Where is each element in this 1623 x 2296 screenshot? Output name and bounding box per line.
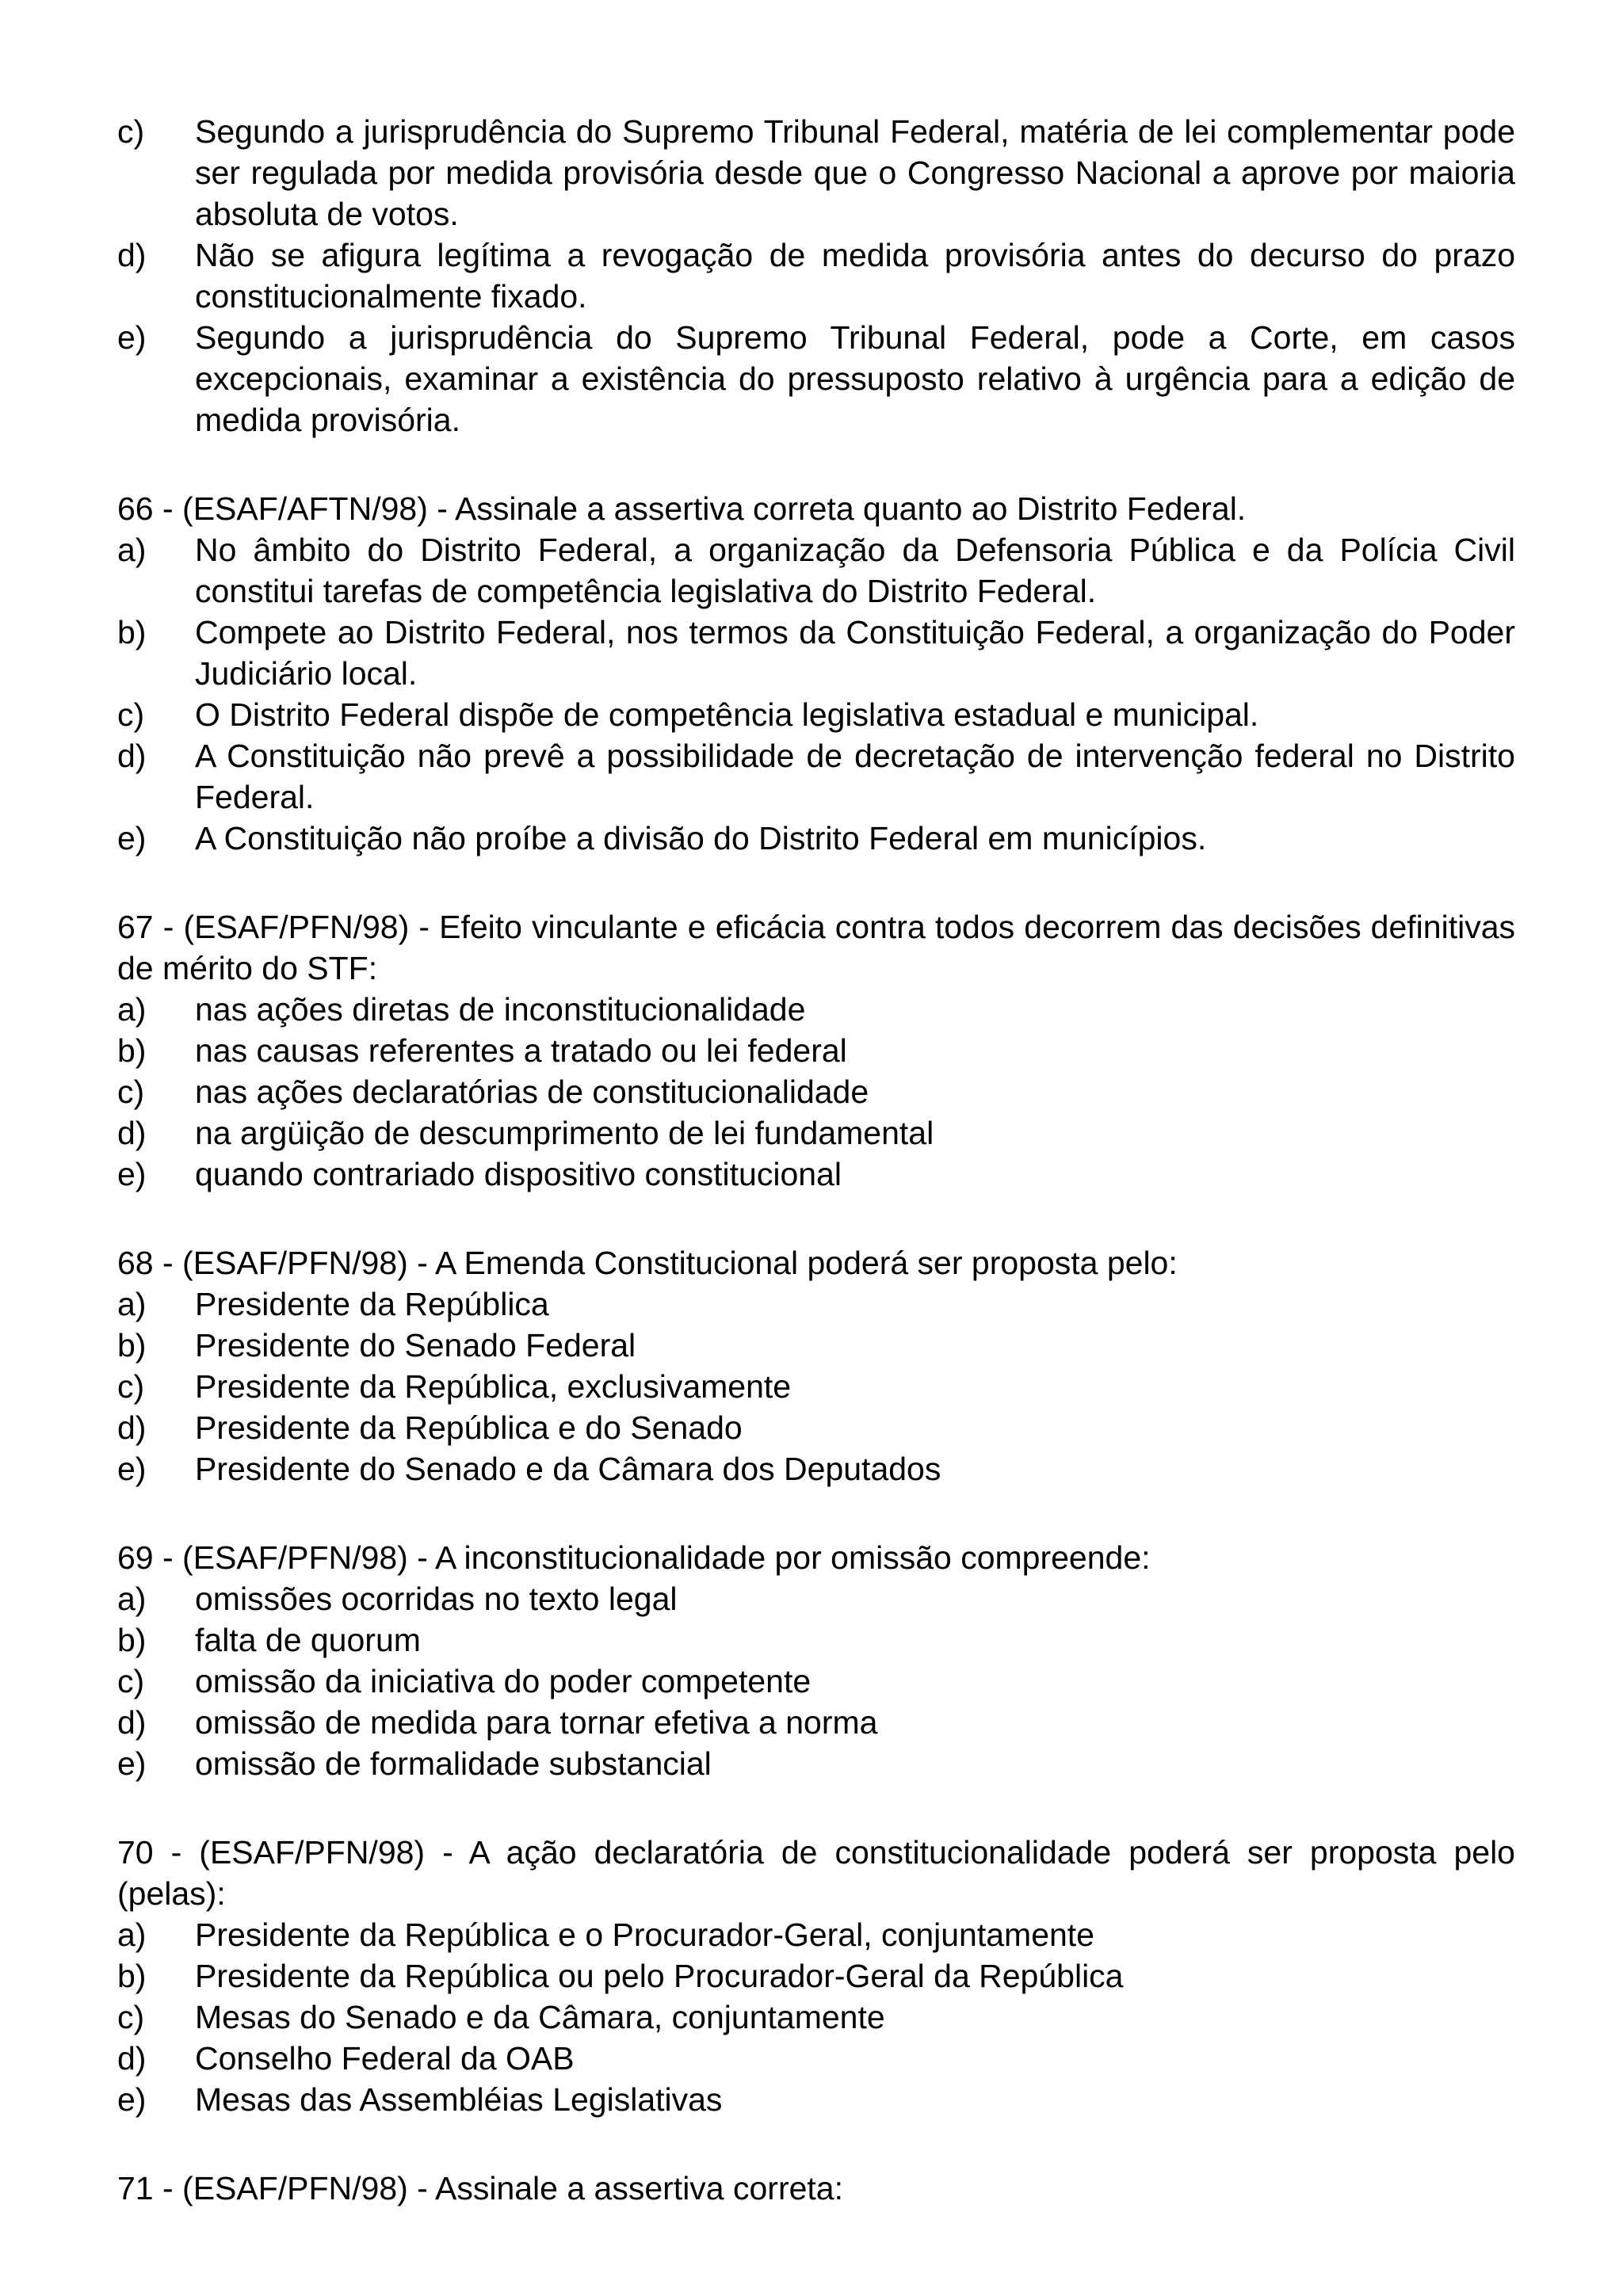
option-text: nas ações diretas de inconstitucionalidade [195, 991, 806, 1028]
option-text: na argüição de descumprimento de lei fundamental [195, 1115, 934, 1151]
option-text: omissões ocorridas no texto legal [195, 1581, 678, 1617]
option-item [117, 1154, 1515, 1195]
option-label: e) [117, 1156, 147, 1192]
option-label: d) [117, 237, 147, 273]
option-text: falta de quorum [195, 1622, 421, 1658]
option-item [117, 989, 1515, 1030]
option-text: omissão de formalidade substancial [195, 1745, 712, 1782]
option-text: nas ações declaratórias de constitucionalidade [195, 1074, 869, 1110]
option-label: e) [117, 1745, 147, 1782]
question-stem: 71 - (ESAF/PFN/98) - Assinale a assertiva correta: [117, 2170, 843, 2206]
option-label: c) [117, 1663, 145, 1699]
option-text: Mesas do Senado e da Câmara, conjuntamente [195, 1999, 885, 2035]
option-text: omissão de medida para tornar efetiva a norma [195, 1704, 878, 1741]
question-71 [117, 2168, 1515, 2209]
question-66 [117, 488, 1515, 859]
document-page [117, 111, 1515, 2209]
option-text: Presidente da República ou pelo Procurador-Geral da República [195, 1958, 1124, 1994]
question-stem: 66 - (ESAF/AFTN/98) - Assinale a assertiva correta quanto ao Distrito Federal. [117, 490, 1247, 527]
question-stem: 70 - (ESAF/PFN/98) - A ação declaratória de constitucionalidade poderá ser proposta pelo (pelas): [117, 1834, 1515, 1912]
option-label: a) [117, 1286, 147, 1322]
option-text: quando contrariado dispositivo constitucional [195, 1156, 842, 1192]
option-item [117, 111, 1515, 235]
option-label: c) [117, 1368, 145, 1405]
option-label: b) [117, 1958, 147, 1994]
option-label: d) [117, 1115, 147, 1151]
option-item [117, 1619, 1515, 1661]
option-label: b) [117, 614, 147, 650]
option-item [117, 2038, 1515, 2079]
option-text: A Constituição não prevê a possibilidade de decretação de intervenção federal no Distrito Federal. [195, 738, 1515, 815]
option-item [117, 1997, 1515, 2038]
option-label: a) [117, 991, 147, 1028]
option-text: Presidente da República [195, 1286, 549, 1322]
option-item [117, 818, 1515, 859]
option-text: Mesas das Assembléias Legislativas [195, 2081, 723, 2118]
option-label: a) [117, 1581, 147, 1617]
option-label: e) [117, 319, 147, 356]
option-label: c) [117, 1999, 145, 2035]
option-label: a) [117, 1917, 147, 1953]
option-text: Compete ao Distrito Federal, nos termos da Constituição Federal, a organização do Poder Judiciário local. [195, 614, 1515, 692]
option-item [117, 1702, 1515, 1743]
option-label: b) [117, 1622, 147, 1658]
option-item [117, 694, 1515, 735]
option-item [117, 1112, 1515, 1154]
option-item [117, 1283, 1515, 1325]
option-text: Presidente da República e o Procurador-Geral, conjuntamente [195, 1917, 1094, 1953]
option-item [117, 1955, 1515, 1997]
option-item [117, 1578, 1515, 1619]
option-text: A Constituição não proíbe a divisão do Distrito Federal em municípios. [195, 820, 1207, 856]
option-label: b) [117, 1327, 147, 1363]
option-text: O Distrito Federal dispõe de competência legislativa estadual e municipal. [195, 696, 1259, 733]
option-text: Segundo a jurisprudência do Supremo Tribunal Federal, pode a Corte, em casos excepcionais, examinar a existência do pressuposto relativo à urgência para a edição de medida provisória. [195, 319, 1515, 438]
question-69 [117, 1537, 1515, 1784]
option-label: e) [117, 820, 147, 856]
option-text: Segundo a jurisprudência do Supremo Tribunal Federal, matéria de lei complementar pode ser regulada por medida provisória desde que o Congresso Nacional a aprove por maioria absoluta de votos. [195, 113, 1515, 232]
option-item [117, 1071, 1515, 1112]
option-label: a) [117, 532, 147, 568]
option-text: nas causas referentes a tratado ou lei federal [195, 1032, 847, 1069]
option-label: c) [117, 696, 145, 733]
option-text: Presidente do Senado e da Câmara dos Deputados [195, 1451, 941, 1487]
option-text: No âmbito do Distrito Federal, a organização da Defensoria Pública e da Polícia Civil constitui tarefas de competência legislativa do Distrito Federal. [195, 532, 1515, 609]
option-label: c) [117, 113, 145, 150]
option-item [117, 1325, 1515, 1366]
question-stem: 69 - (ESAF/PFN/98) - A inconstitucionalidade por omissão compreende: [117, 1539, 1151, 1576]
option-item [117, 1743, 1515, 1784]
option-text: Não se afigura legítima a revogação de medida provisória antes do decurso do prazo constitucionalmente fixado. [195, 237, 1515, 315]
option-text: Conselho Federal da OAB [195, 2040, 575, 2077]
option-label: e) [117, 2081, 147, 2118]
option-item [117, 317, 1515, 441]
option-item [117, 612, 1515, 694]
option-label: b) [117, 1032, 147, 1069]
option-label: d) [117, 738, 147, 774]
option-item [117, 1448, 1515, 1489]
option-item [117, 1030, 1515, 1071]
option-label: e) [117, 1451, 147, 1487]
option-item [117, 1366, 1515, 1407]
option-item [117, 1661, 1515, 1702]
question-stem: 68 - (ESAF/PFN/98) - A Emenda Constitucional poderá ser proposta pelo: [117, 1245, 1178, 1281]
option-text: Presidente da República e do Senado [195, 1409, 743, 1446]
question-68 [117, 1242, 1515, 1489]
option-label: d) [117, 1409, 147, 1446]
question-stem: 67 - (ESAF/PFN/98) - Efeito vinculante e eficácia contra todos decorrem das decisões definitivas de mérito do STF: [117, 909, 1515, 986]
question-70 [117, 1832, 1515, 2120]
option-item [117, 1407, 1515, 1448]
option-label: c) [117, 1074, 145, 1110]
continuation-options [117, 111, 1515, 441]
option-item [117, 2079, 1515, 2120]
option-item [117, 529, 1515, 612]
option-label: d) [117, 1704, 147, 1741]
option-text: omissão da iniciativa do poder competente [195, 1663, 812, 1699]
option-text: Presidente da República, exclusivamente [195, 1368, 792, 1405]
option-item [117, 735, 1515, 818]
option-item [117, 1914, 1515, 1955]
option-label: d) [117, 2040, 147, 2077]
option-item [117, 235, 1515, 317]
option-text: Presidente do Senado Federal [195, 1327, 636, 1363]
question-67 [117, 906, 1515, 1195]
